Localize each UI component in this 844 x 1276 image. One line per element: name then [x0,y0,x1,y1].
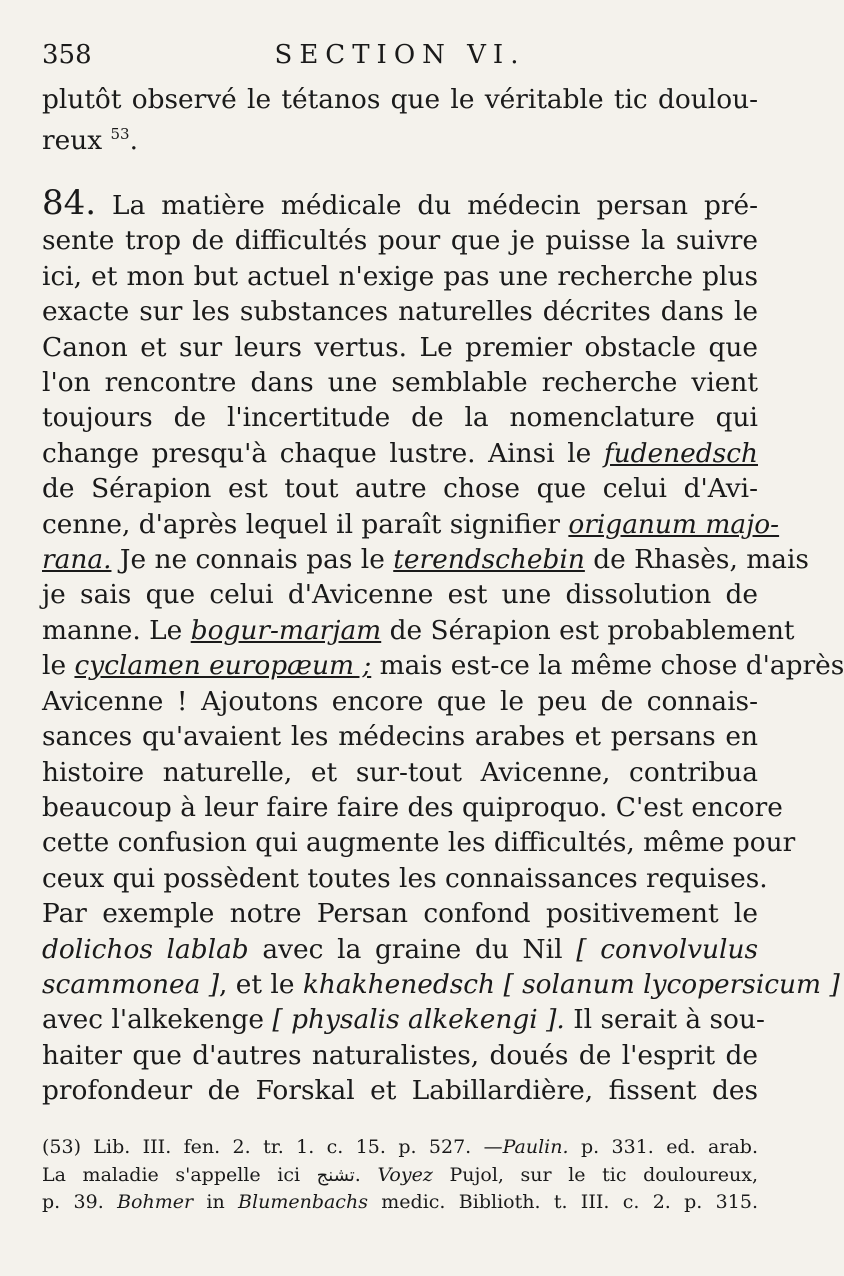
paragraph-number: 84. [42,183,97,223]
italic-term: bogur-marjam [190,614,382,646]
text-fragment: La matière médicale du médecin persan pré- [112,190,758,221]
text-line: sente trop de difficultés pour que je puisse la suivre [42,225,758,257]
italic-term: dolichos lablab [42,933,249,965]
text-fragment: . [129,125,138,157]
text-fragment: p. 331. ed. arab. [580,1136,758,1158]
text-fragment: Pujol, sur le tic douloureux, [449,1163,759,1186]
footnote-line [42,1189,758,1217]
text-line: plutôt observé le tétanos que le véritable tic doulou- [42,84,758,115]
text-fragment: Il serait à sou- [573,1004,765,1036]
text-fragment: in [206,1191,225,1213]
text-fragment: mais est-ce la même chose d'après [379,650,844,682]
text-line: beaucoup à leur faire faire des quiproquo. C'est encore [42,791,783,823]
paragraph-84 [42,183,844,1109]
text-fragment: reux [42,125,103,157]
italic-term: Voyez [377,1163,433,1186]
italic-term: Blumenbachs [238,1191,368,1213]
text-fragment: La maladie s'appelle ici [42,1163,301,1186]
text-line: Avicenne ! Ajoutons encore que le peu de connais- [42,685,758,717]
italic-term: [ physalis alkekengi ]. [272,1004,565,1036]
text-line [42,436,758,471]
text-fragment: de Sérapion est probablement [389,614,795,646]
page-header [42,40,758,72]
footnote-53 [42,1134,758,1217]
text-line: exacte sur les substances naturelles décrites dans le [42,296,758,328]
text-fragment: cenne, d'après lequel il paraît signifier [42,508,560,540]
text-line [42,648,844,683]
text-line: haiter que d'autres naturalistes, doués de l'esprit de [42,1039,758,1071]
text-fragment: le [42,650,67,682]
text-line [42,613,795,648]
italic-term: [ solanum lycopersicum ] [503,968,840,1000]
italic-term: rana. [42,544,112,576]
text-line: histoire naturelle, et sur-tout Avicenne, contribua [42,756,758,788]
text-line [42,967,840,1002]
text-line: cette confusion qui augmente les difficultés, même pour [42,827,796,859]
text-line [42,117,758,158]
text-line: toujours de l'incertitude de la nomenclature qui [42,402,758,434]
text-line: ici, et mon but actuel n'exige pas une recherche plus [42,260,758,292]
text-fragment: avec la graine du Nil [262,933,563,965]
text-line [42,1002,765,1037]
text-line: sances qu'avaient les médecins arabes et persans en [42,721,758,753]
text-fragment: p. 39. [42,1191,104,1213]
text-line [42,507,780,542]
italic-term: origanum majo- [568,508,780,540]
text-line: ceux qui possèdent toutes les connaissances requises. [42,862,768,894]
text-line: je sais que celui d'Avicenne est une dissolution de [42,579,758,611]
italic-term: [ convolvulus [576,933,759,965]
italic-term: terendschebin [393,544,585,576]
text-line: l'on rencontre dans une semblable recherche vient [42,367,758,399]
text-line [42,932,758,967]
text-fragment: change presqu'à chaque lustre. Ainsi le [42,437,592,469]
text-line: de Sérapion est tout autre chose que celui d'Avi- [42,473,758,505]
text-fragment: de Rhasès, mais [593,544,809,576]
text-fragment: Je ne connais pas le [119,544,385,576]
italic-term: scammonea ] [42,968,220,1000]
text-fragment: , et le [219,968,295,1000]
italic-term: Paulin. [502,1136,569,1158]
italic-term: cyclamen europæum ; [74,650,372,682]
footnote-line [42,1134,758,1162]
text-line: Par exemple notre Persan confond positivement le [42,898,758,930]
footnote-ref: 53 [110,125,130,144]
text-fragment: avec l'alkekenge [42,1004,265,1036]
footnote-line: La maladie s'appelle ici تشنج. Voyez Pujol, sur le tic douloureux, [42,1163,759,1186]
arabic-term: تشنج [316,1164,355,1186]
text-fragment: manne. Le [42,614,183,646]
italic-term: fudenedsch [603,437,758,469]
text-fragment: medic. Biblioth. t. III. c. 2. p. 315. [381,1191,758,1213]
text-line [42,183,758,223]
text-fragment: (53) Lib. III. fen. 2. tr. 1. c. 15. p. 527. — [42,1136,503,1158]
intro-text [42,82,758,159]
text-line: profondeur de Forskal et Labillardière, fissent des [42,1075,758,1107]
italic-term: khakhenedsch [302,968,496,1000]
page-number: 358 [42,40,92,70]
text-line [42,542,809,577]
text-line: Canon et sur leurs vertus. Le premier obstacle que [42,331,758,363]
section-title: SECTION VI. [274,40,526,70]
italic-term: Bohmer [117,1191,194,1213]
